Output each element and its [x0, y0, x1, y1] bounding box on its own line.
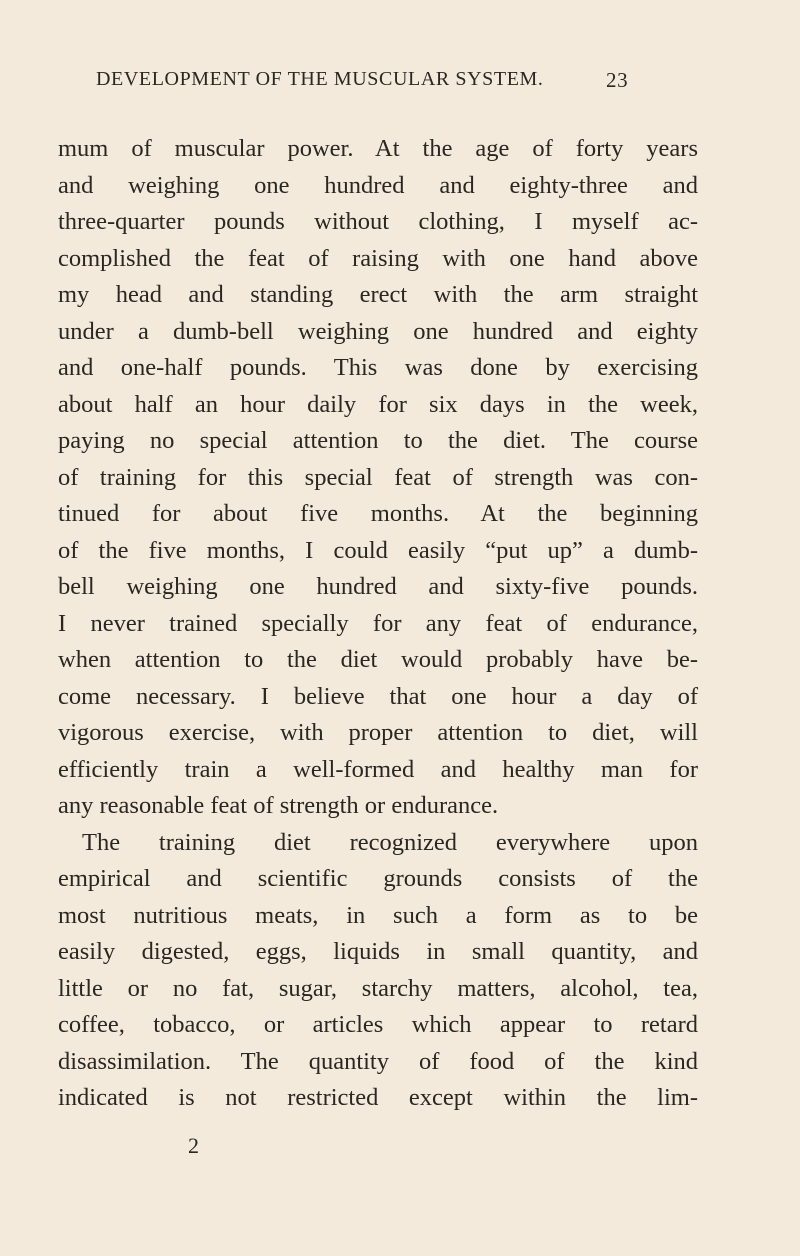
text-line: under a dumb-bell weighing one hundred and eighty — [58, 317, 698, 345]
text-line: I never trained specially for any feat of endurance, — [58, 609, 698, 637]
text-line: easily digested, eggs, liquids in small quantity, and — [58, 938, 698, 965]
text-line: of the five months, I could easily “put up” a dumb- — [58, 536, 698, 564]
text-line: my head and standing erect with the arm straight — [58, 281, 698, 308]
running-title: DEVELOPMENT OF THE MUSCULAR SYSTEM. — [96, 68, 544, 90]
text-line: about half an hour daily for six days in the week, — [58, 390, 698, 418]
signature-mark: 2 — [188, 1133, 199, 1158]
text-line: three-quarter pounds without clothing, I myself ac- — [58, 208, 698, 235]
text-line: coffee, tobacco, or articles which appear to retard — [58, 1011, 698, 1038]
text-line: tinued for about five months. At the beginning — [58, 500, 698, 527]
text-line: bell weighing one hundred and sixty-five pounds. — [58, 573, 698, 600]
page-number: 23 — [606, 68, 629, 92]
text-line: mum of muscular power. At the age of forty years — [58, 135, 698, 162]
text-line: any reasonable feat of strength or endurance. — [58, 792, 499, 819]
text-line: The training diet recognized everywhere upon — [82, 828, 698, 856]
text-line: efficiently train a well-formed and healthy man for — [58, 755, 698, 783]
text-line: vigorous exercise, with proper attention to diet, will — [58, 719, 698, 746]
text-line: and one-half pounds. This was done by exercising — [58, 354, 698, 381]
text-line: when attention to the diet would probably have be- — [58, 646, 698, 673]
text-line: of training for this special feat of strength was con- — [58, 463, 698, 491]
text-line: paying no special attention to the diet. The course — [58, 427, 698, 454]
text-line: indicated is not restricted except within the lim- — [58, 1084, 698, 1111]
text-line: come necessary. I believe that one hour a day of — [58, 682, 698, 710]
text-line: most nutritious meats, in such a form as to be — [58, 901, 698, 929]
text-line: complished the feat of raising with one hand above — [58, 244, 698, 272]
text-line: little or no fat, sugar, starchy matters, alcohol, tea, — [58, 974, 698, 1002]
text-line: disassimilation. The quantity of food of the kind — [58, 1047, 698, 1075]
text-line: empirical and scientific grounds consists of the — [58, 865, 698, 892]
text-line: and weighing one hundred and eighty-three and — [58, 171, 698, 199]
body-text — [58, 131, 698, 1117]
